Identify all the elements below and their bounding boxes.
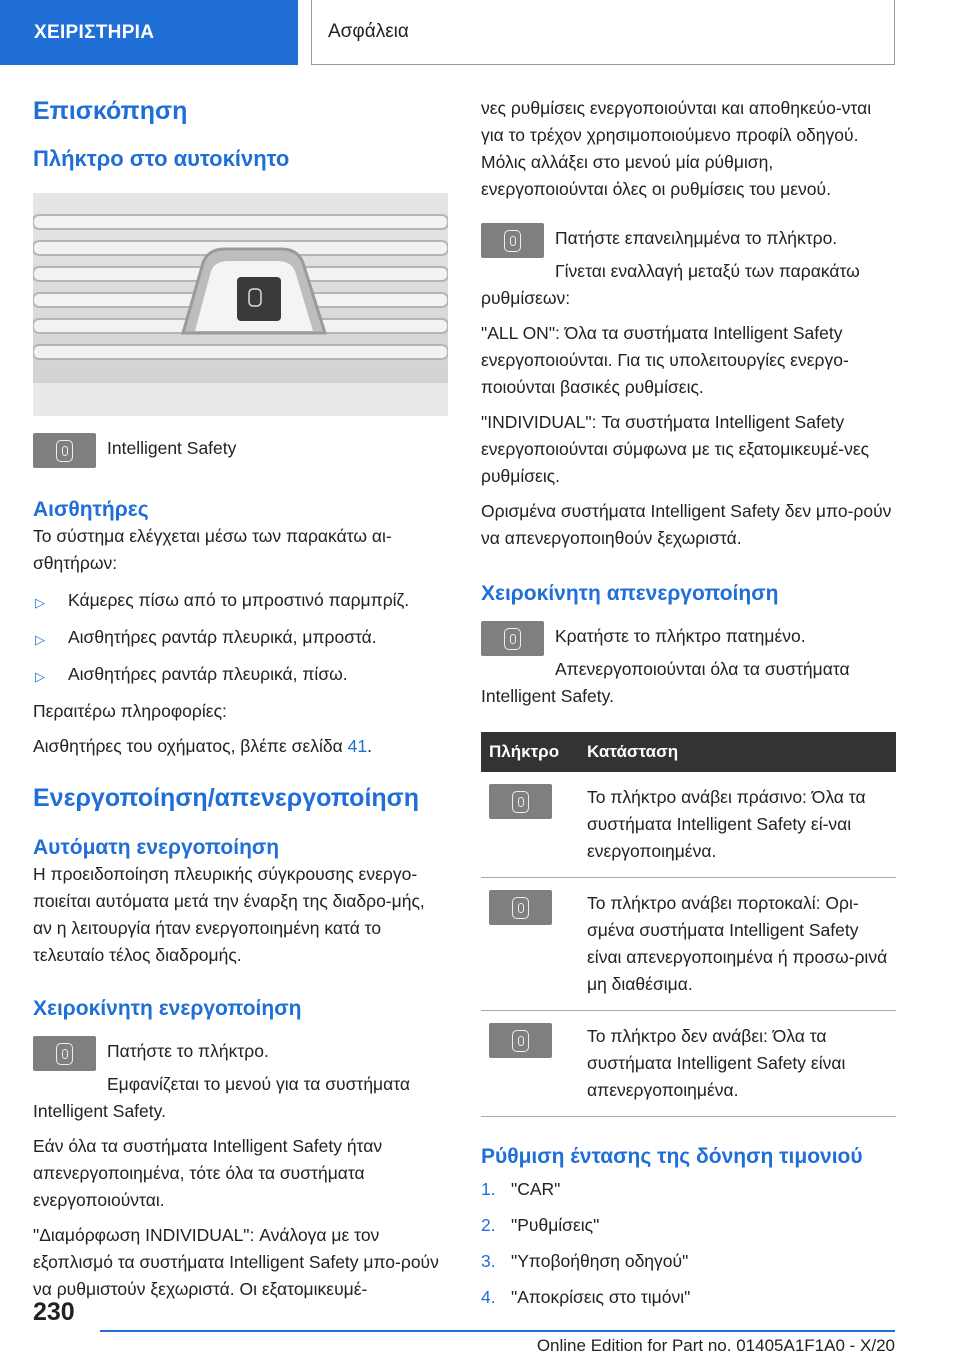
switch-between-text: Γίνεται εναλλαγή μεταξύ των παρακάτω ρυθμίσεων: — [481, 261, 860, 308]
triangle-bullet-icon: ▷ — [35, 669, 45, 684]
continued-text: νες ρυθμίσεις ενεργοποιούνται και αποθηκεύο-νται για το τρέχον χρησιμοποιούμενο προφίλ οδηγού. Μόλις αλλάξει στο μενού μία ρύθμιση, ενεργοποιούνται όλες οι ρυθμίσεις του μενού. — [481, 98, 872, 199]
table-cell: Το πλήκτρο δεν ανάβει: Όλα τα συστήματα Intelligent Safety είναι απενεργοποιημένα. — [579, 1011, 896, 1117]
table-row — [481, 772, 896, 878]
table-row — [481, 878, 896, 1011]
button-status-table — [481, 732, 896, 1117]
press-button-text: Πατήστε το πλήκτρο. — [107, 1041, 269, 1061]
table-header-status: Κατάσταση — [579, 732, 896, 772]
sensors-intro: Το σύστημα ελέγχεται μέσω των παρακάτω αι-σθητήρων: — [33, 526, 392, 573]
left-column — [33, 95, 448, 1303]
page-number: 230 — [33, 1298, 75, 1326]
auto-activation-heading: Αυτόματη ενεργοποίηση — [33, 836, 280, 859]
footer-divider — [100, 1330, 895, 1332]
list-item: ▷ Αισθητήρες ραντάρ πλευρικά, μπροστά. — [33, 624, 448, 651]
sensors-heading: Αισθητήρες — [33, 498, 149, 521]
button-orange-icon — [489, 890, 552, 925]
grille-illustration — [33, 193, 448, 416]
list-item: ▷ Αισθητήρες ραντάρ πλευρικά, πίσω. — [33, 661, 448, 688]
grille-button-photo — [33, 193, 448, 416]
edition-footer: Online Edition for Part no. 01405A1F1A0 - X/20 — [536, 1336, 895, 1355]
activation-heading: Ενεργοποίηση/απενεργοποίηση — [33, 784, 420, 812]
table-row — [481, 1011, 896, 1117]
individual-config-text: "Διαμόρφωση INDIVIDUAL": Ανάλογα με τον εξοπλισμό τα συστήματα Intelligent Safety μπο-ρούν να ρυθμιστούν ξεχωριστά. Οι εξατομικευμέ- — [33, 1225, 439, 1299]
triangle-bullet-icon: ▷ — [35, 595, 45, 610]
list-item: 4. "Αποκρίσεις στο τιμόνι" — [481, 1287, 691, 1307]
page-reference-link[interactable]: 41 — [347, 736, 368, 756]
auto-activation-text: Η προειδοποίηση πλευρικής σύγκρουσης ενεργο-ποιείται αυτόματα μετά την έναρξη της διαδρο-μής, αν η λειτουργία ήταν ενεργοποιημένη κατά το τελευταίο τέλος διαδρομής. — [33, 864, 425, 965]
button-green-icon — [489, 784, 552, 819]
steps-list — [481, 1176, 896, 1311]
table-cell: Το πλήκτρο ανάβει πορτοκαλί: Ορι-σμένα συστήματα Intelligent Safety είναι απενεργοποιημένα ή προσω-ρινά μη διαθέσιμα. — [579, 878, 896, 1011]
right-column — [481, 95, 896, 1320]
more-info-label: Περαιτέρω πληροφορίες: — [33, 701, 227, 721]
all-on-text: "ALL ON": Όλα τα συστήματα Intelligent Safety ενεργοποιούνται. Για τις υπολειτουργίες ενεργο-ποιούνται βασικές ρυθμίσεις. — [481, 323, 849, 397]
all-deactivated-text: Απενεργοποιούνται όλα τα συστήματα Intelligent Safety. — [481, 659, 850, 706]
button-label: Intelligent Safety — [107, 438, 237, 458]
hold-button-text: Κρατήστε το πλήκτρο πατημένο. — [555, 626, 806, 646]
table-cell: Το πλήκτρο ανάβει πράσινο: Όλα τα συστήματα Intelligent Safety εί-ναι ενεργοποιημένα. — [579, 772, 896, 878]
manual-activation-heading: Χειροκίνητη ενεργοποίηση — [33, 997, 302, 1020]
list-item: 3. "Υποβοήθηση οδηγού" — [481, 1251, 689, 1271]
button-off-icon — [489, 1023, 552, 1058]
all-off-text: Εάν όλα τα συστήματα Intelligent Safety ήταν απενεργοποιημένα, τότε όλα τα συστήματα ενεργοποιούνται. — [33, 1136, 383, 1210]
table-header-button: Πλήκτρο — [481, 732, 579, 772]
triangle-bullet-icon: ▷ — [35, 632, 45, 647]
list-item: 1. "CAR" — [481, 1179, 561, 1199]
intelligent-safety-button-icon — [33, 433, 96, 468]
more-info-ref: Αισθητήρες του οχήματος, βλέπε σελίδα 41. — [33, 736, 372, 756]
individual-text: "INDIVIDUAL": Τα συστήματα Intelligent Safety ενεργοποιούνται σύμφωνα με τις εξατομικευμέ-νες ρυθμίσεις. — [481, 412, 870, 486]
sensor-list — [33, 587, 448, 688]
intelligent-safety-button-icon — [481, 621, 544, 656]
manual-deactivation-heading: Χειροκίνητη απενεργοποίηση — [481, 582, 779, 605]
menu-appears-text: Εμφανίζεται το μενού για τα συστήματα Intelligent Safety. — [33, 1074, 411, 1121]
overview-heading: Επισκόπηση — [33, 97, 188, 125]
vibration-heading: Ρύθμιση έντασης της δόνηση τιμονιού — [481, 1145, 863, 1168]
list-item: 2. "Ρυθμίσεις" — [481, 1215, 600, 1235]
chapter-tab: ΧΕΙΡΙΣΤΗΡΙΑ — [0, 0, 298, 65]
some-systems-text: Ορισμένα συστήματα Intelligent Safety δεν μπο-ρούν να απενεργοποιηθούν ξεχωριστά. — [481, 501, 892, 548]
list-item: ▷ Κάμερες πίσω από το μπροστινό παρμπρίζ. — [33, 587, 448, 614]
section-title: Ασφάλεια — [311, 0, 895, 65]
intelligent-safety-button-icon — [481, 223, 544, 258]
button-in-car-heading: Πλήκτρο στο αυτοκίνητο — [33, 146, 290, 171]
press-repeat-text: Πατήστε επανειλημμένα το πλήκτρο. — [555, 228, 838, 248]
intelligent-safety-button-icon — [33, 1036, 96, 1071]
